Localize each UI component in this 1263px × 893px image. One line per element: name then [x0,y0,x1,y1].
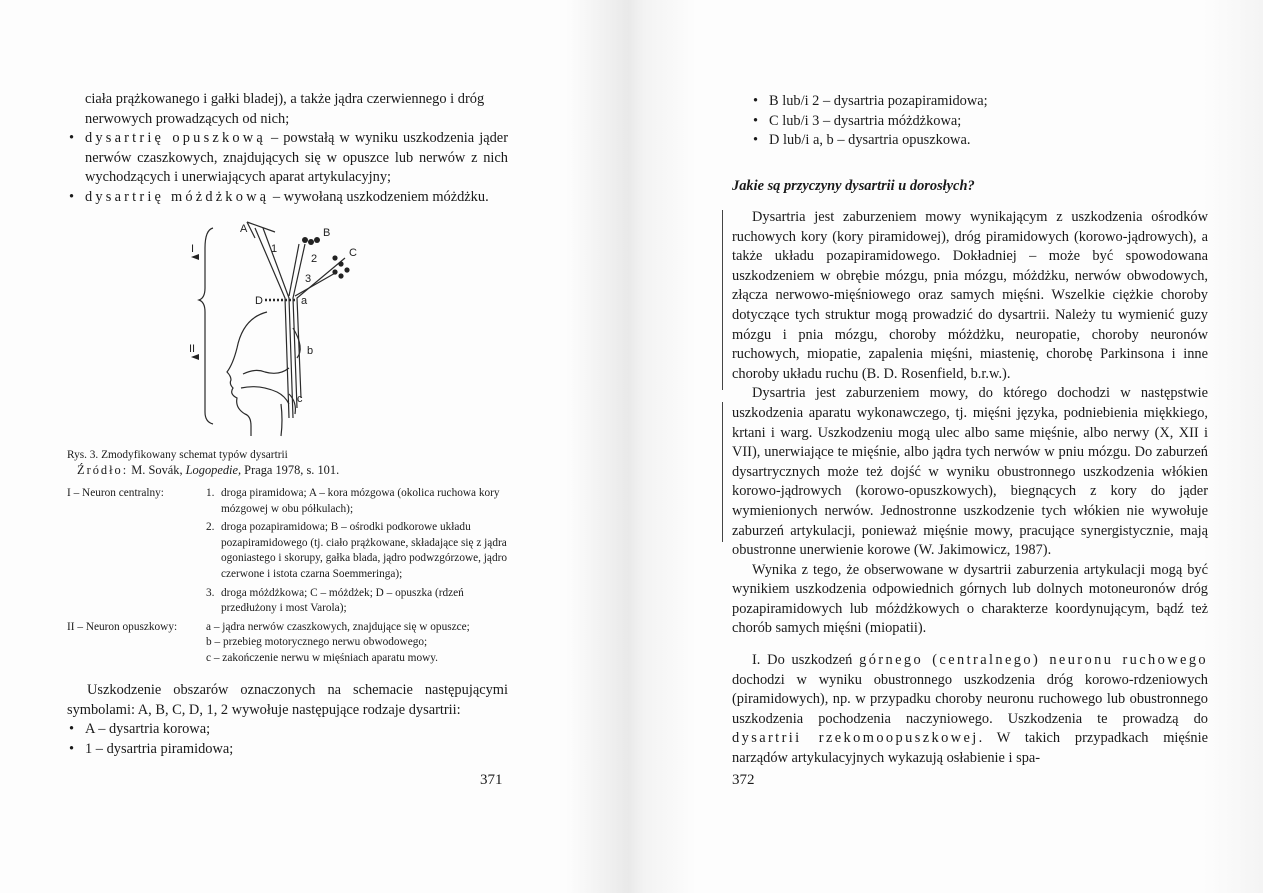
left-bottom-text [67,681,508,759]
figure-legend [67,486,508,667]
legend-neuron-2-items [206,620,508,667]
legend-item-num: 2. [206,521,215,534]
bullet-text: – powstałą w wyniku uszkodzenia jąder nerwów czaszkowych, znajdujących się w opuszce lub nerwów z nich wychodzących i unerwiających aparat artykulacyjny; [85,130,508,186]
bullet-opuszkowa-2: • D lub/i a, b – dysartria opuszkowa. [751,131,1201,151]
margin-mark [722,210,723,390]
legend-item-num: 1. [206,487,215,499]
bullet-term: dysartrię opuszkową [85,130,266,147]
bullet-mozdzkowa-2: • C lub/i 3 – dysartria móżdżkowa; [751,112,1201,132]
label-a: a [301,295,308,307]
label-A: A [240,223,248,235]
para-causes-2: Dysartria jest zaburzeniem mowy, do którego dochodzi w następstwie uszkodzenia aparatu wykonawczego, tj. mięśni języka, podniebienia miękkiego, krtani i warg. Uszkodzeniu mogą ulec albo same mięśnie, albo nerwy (X, XII i VII), unerwiające te mięśnie, albo jądra tych nerwów w pniu mózgu. Do zaburzeń dysartrycznych może też dojść w wyniku obustronnego uszkodzenia włókien korowo-jądrowych (korowo-opuszkowych), biegnących z kory do jąder wymienionych nerwów. Jednostronne uszkodzenie tych włókien nie wywołuje zaburzeń artykulacji, ponieważ mięśnie mowy, pracujące synergistycznie, mają obustronne unerwienie korowe (W. Jakimowicz, 1987). [732,385,1208,559]
nucleus-C-dot [332,269,337,274]
label-II: II [189,343,196,355]
para-causes-3: Wynika z tego, że obserwowane w dysartrii zaburzenia artykulacji mogą być wynikiem uszkodzenia odpowiednich górnych lub dolnych motoneuronów dróg pozapiramidowych lub móżdżkowych o charakterze koordynującym, bądź też chorób samych mięśni (miopatii). [732,561,1208,637]
label-b: b [307,345,314,357]
para-causes-1: Dysartria jest zaburzeniem mowy wynikającym z uszkodzenia ośrodków ruchowych kory (kory piramidowej), dróg piramidowych (korowo-jądrowych), a także układu pozapiramidowego. Dokładniej – może być spowodowana uszkodzeniem w obrębie mózgu, pnia mózgu, móżdżku, nerwów obwodowych, złącza nerwowo-mięśniowego oraz samych mięśni. Wszelkie ciężkie choroby dotyczące tych struktur mogą prowadzić do dysartrii. Należy tu wymienić guzy mózgu i pnia mózgu, choroby móżdżku, neuropatie, choroby neuronów ruchowych, miopatie, zapalenia mięśni, miastenię, chorobę Parkinsona i inne choroby układu ruchu (B. D. Rosenfield, b.r.w.). [732,209,1208,382]
nucleus-B-dot [308,239,314,245]
dysarthria-schema-figure [185,208,385,440]
nucleus-C-dot [338,273,343,278]
tract-2b [289,244,299,296]
legend-neuron-2-label: II – Neuron opuszkowy: [67,620,178,633]
right-page [631,0,1263,893]
caption-source-author: M. Sovák, [128,463,186,477]
para-text: . W takich przypadkach mięśnie narządów artykulacyjnych wykazują osłabienie i spa- [732,730,1208,767]
caption-source-title: Logopedie, [185,463,242,477]
intro-line-2: nerwowych prowadzących od nich; [85,110,290,127]
label-C: C [349,247,357,259]
bullet-term: dysartrię móżdżkową [85,188,270,205]
bullet-mozdzkowa [67,188,508,208]
figure-caption [67,448,508,478]
legend-item: a – jądra nerwów czaszkowych, znajdujące się w opuszce; [206,620,470,633]
tongue-line [241,387,289,404]
spaced-term: dysartrii rzekomoopuszkowej [732,730,979,747]
arrow-A [247,222,275,238]
nucleus-B-dot [302,237,308,243]
bullet-pozapiramidowa: • B lub/i 2 – dysartria pozapiramidowa; [751,92,1201,112]
legend-item [206,586,508,617]
para-text: dochodzi w wyniku obustronnego uszkodzenia dróg korowo-rdzeniowych (piramidowych), np. w przypadku choroby neuronu ruchowego lub obustronnego uszkodzenia pochodzenia naczyniowego. Uszkodzenia te prowadzą do [732,671,1208,727]
label-c: c [297,393,303,405]
page-number: 371 [480,772,503,788]
caption-source-label: Źródło: [77,463,129,477]
nucleus-C-dot [338,261,343,266]
intro-line-1: ciała prążkowanego i gałki bladej), a także jądra czerwiennego i dróg [85,91,485,107]
caption-source-end: Praga 1978, s. 101. [241,463,340,477]
tract-3b [295,272,337,296]
left-page [0,0,631,893]
label-1: 1 [271,243,278,255]
legend-item-text: droga móżdżkowa; C – móżdżek; D – opuszka (rdzeń przedłużony i most Varola); [221,586,464,615]
caption-source [67,463,508,478]
legend-item-text: droga pozapiramidowa; B – ośrodki podkorowe układu pozapiramidowego (tj. ciało prążkowane, składające się z jądra ogoniastego i skorupy, gałka blada, jądro podwzgórzowe, jądro czerwone i istota czarna Soemmeringa); [221,521,508,580]
section-heading: Jakie są przyczyny dysartrii u dorosłych? [732,178,975,194]
nucleus-C-dot [344,267,349,272]
legend-item: b – przebieg motorycznego nerwu obwodowego; [206,636,428,649]
head-profile [227,312,267,436]
para-schema-symbols: Uszkodzenie obszarów oznaczonych na schemacie następującymi symbolami: A, B, C, D, 1, 2 wywołuje następujące rodzaje dysartrii: [67,682,508,718]
legend-item [206,520,508,582]
para-upper-neuron [732,651,1208,769]
legend-neuron-1-label: I – Neuron centralny: [67,487,164,499]
label-B: B [323,227,331,239]
caption-title: Rys. 3. Zmodyfikowany schemat typów dysartrii [67,449,288,461]
legend-item-text: droga piramidowa; A – kora mózgowa (okolica ruchowa kory mózgowej w obu półkulach); [221,487,500,515]
throat-line [281,404,282,436]
legend-item: c – zakończenie nerwu w mięśniach aparatu mowy. [206,651,439,664]
bracket-left [199,228,213,424]
page-number: 372 [732,772,755,788]
right-top-bullets [751,92,1201,151]
palate-line [243,368,289,374]
bullet-korowa: • A – dysartria korowa; [67,720,508,740]
bullet-opuszkowa [67,129,508,188]
legend-neuron-1 [67,486,508,620]
bullet-text: – wywołaną uszkodzeniem móżdżku. [269,188,489,205]
legend-neuron-1-items [206,486,508,620]
left-top-text [67,90,508,208]
margin-mark [722,402,723,542]
nucleus-C-dot [332,255,337,260]
bullet-piramidowa: • 1 – dysartria piramidowa; [67,740,508,760]
label-I: I [191,243,195,255]
legend-neuron-2 [67,620,508,667]
legend-item [206,486,508,517]
label-D: D [255,295,263,307]
spaced-term: górnego (centralnego) neuronu ruchowego [859,652,1209,669]
label-2: 2 [311,253,318,265]
right-body [732,208,1208,769]
legend-item-num: 3. [206,586,215,599]
label-3: 3 [305,273,312,285]
para-text: I. Do uszkodzeń [752,652,860,669]
nucleus-B-dot [314,237,320,243]
